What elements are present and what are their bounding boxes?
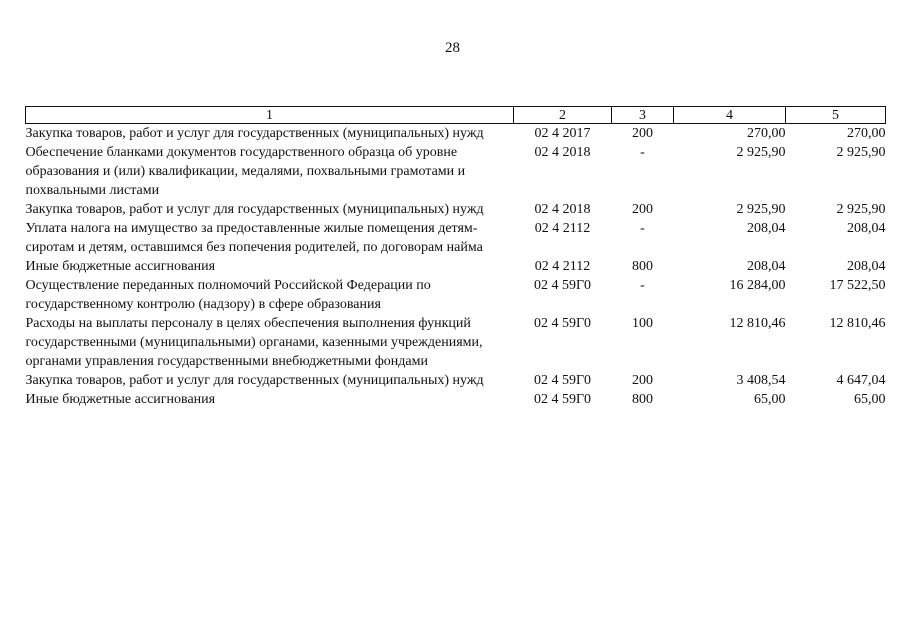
row-value-4: 2 925,90 [736,202,786,217]
row-name: Закупка товаров, работ и услуг для государственных (муниципальных) нужд [25,202,484,217]
row-value-4: 2 925,90 [736,145,786,160]
row-type: - [640,145,645,160]
table-row [26,257,886,276]
row-type: - [640,221,645,236]
table-body [26,124,886,410]
row-name: Закупка товаров, работ и услуг для государственных (муниципальных) нужд [25,126,484,141]
row-code: 02 4 2112 [534,259,591,274]
row-value-5: 208,04 [847,221,886,236]
row-value-5: 12 810,46 [829,316,886,331]
row-type: 800 [632,259,653,274]
table-row [26,219,886,257]
row-name: Иные бюджетные ассигнования [25,259,216,274]
table-row [26,143,886,200]
table-row [26,200,886,219]
row-value-4: 270,00 [747,126,786,141]
budget-table [25,106,886,409]
row-name: Обеспечение бланками документов государственного образца об уровне образования и (или) квалификации, медалями, похвальными грамотами и похвальными листами [25,145,466,198]
row-type: 200 [632,126,653,141]
table-row [26,314,886,371]
row-value-5: 4 647,04 [836,373,886,388]
row-code: 02 4 59Г0 [533,392,592,407]
column-header-3: 3 [612,107,674,124]
row-value-5: 2 925,90 [836,202,886,217]
row-value-5: 65,00 [854,392,886,407]
row-code: 02 4 59Г0 [533,373,592,388]
row-code: 02 4 2112 [534,221,591,236]
row-type: - [640,278,645,293]
table-row [26,124,886,144]
row-code: 02 4 59Г0 [533,278,592,293]
row-code: 02 4 2018 [534,202,591,217]
row-type: 200 [632,373,653,388]
row-value-4: 12 810,46 [729,316,786,331]
row-code: 02 4 2017 [534,126,591,141]
table-row [26,371,886,390]
table-row [26,390,886,409]
row-value-5: 2 925,90 [836,145,886,160]
table-header [26,107,886,124]
row-type: 200 [632,202,653,217]
row-name: Иные бюджетные ассигнования [25,392,216,407]
column-header-2: 2 [514,107,612,124]
row-code: 02 4 59Г0 [533,316,592,331]
row-name: Расходы на выплаты персоналу в целях обеспечения выполнения функций государственными (муниципальными) органами, казенными учреждениями, органами управления государственными внебюджетными фондами [25,316,483,369]
row-value-4: 16 284,00 [729,278,786,293]
column-header-4: 4 [674,107,786,124]
page-number: 28 [445,40,460,56]
row-code: 02 4 2018 [534,145,591,160]
row-value-4: 3 408,54 [736,373,786,388]
row-value-4: 65,00 [754,392,786,407]
row-value-5: 17 522,50 [829,278,886,293]
row-type: 100 [632,316,653,331]
header-row [26,107,886,124]
row-value-4: 208,04 [747,259,786,274]
row-name: Осуществление переданных полномочий Российской Федерации по государственному контролю (надзору) в сфере образования [25,278,431,312]
row-value-5: 208,04 [847,259,886,274]
row-value-5: 270,00 [847,126,886,141]
table-row [26,276,886,314]
column-header-1: 1 [26,107,514,124]
row-type: 800 [632,392,653,407]
column-header-5: 5 [786,107,886,124]
row-value-4: 208,04 [747,221,786,236]
row-name: Уплата налога на имущество за предоставленные жилые помещения детям-сиротам и детям, оставшимся без попечения родителей, по договорам найма [25,221,483,255]
row-name: Закупка товаров, работ и услуг для государственных (муниципальных) нужд [25,373,484,388]
